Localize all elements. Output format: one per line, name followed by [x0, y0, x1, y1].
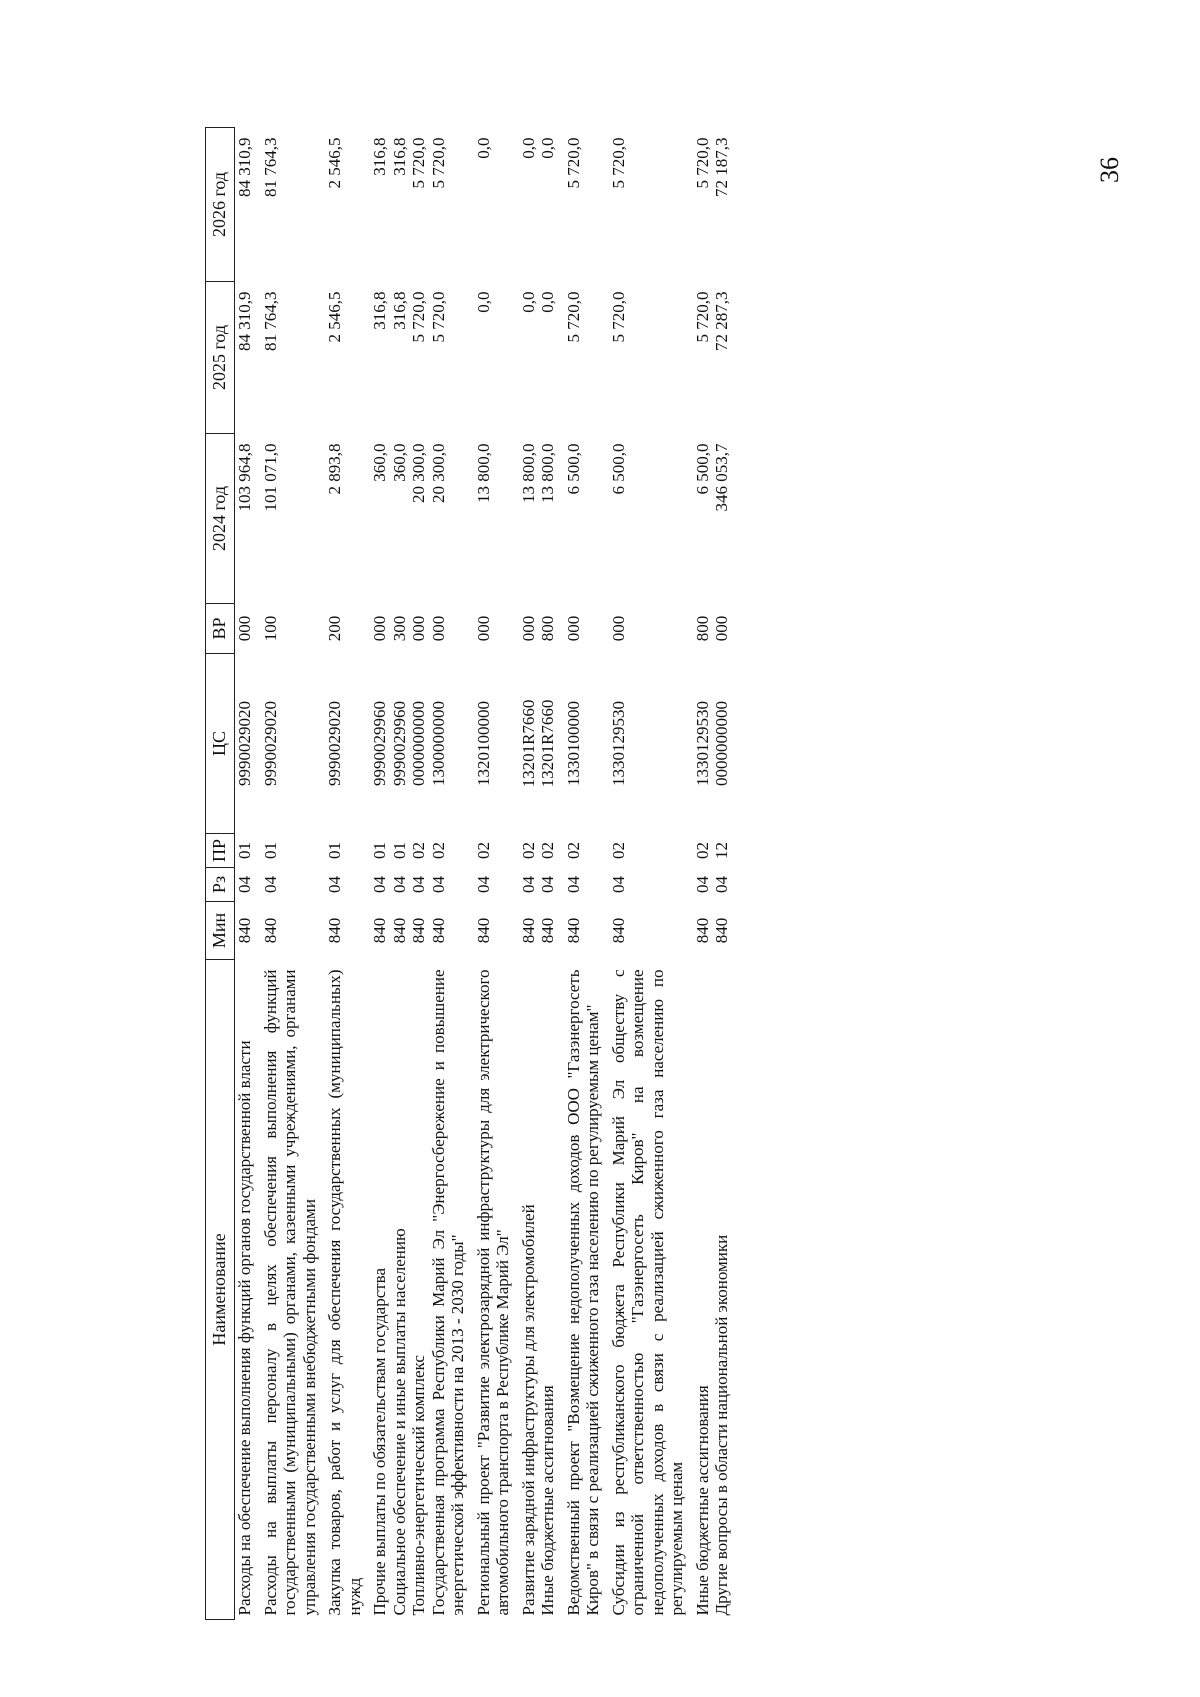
row-rz: 04 [409, 876, 428, 893]
row-vr: 300 [389, 615, 409, 642]
header-vr: ВР [206, 604, 235, 654]
table-row [370, 128, 390, 1620]
header-2025: 2025 год [206, 282, 235, 434]
table-row [409, 128, 429, 1620]
row-min: 840 [325, 917, 344, 944]
table-row [325, 128, 370, 1620]
row-2026: 2 546,5 [325, 137, 344, 189]
row-name: Топливно-энергетический комплекс [409, 1355, 428, 1616]
row-min: 840 [692, 917, 712, 944]
row-2024: 6 500,0 [692, 443, 712, 495]
row-2025: 5 720,0 [608, 291, 628, 343]
row-pr: 02 [692, 842, 712, 859]
row-pr: 02 [409, 842, 428, 859]
row-name: Закупка товаров, работ и услуг для обеспечения государственных (муниципальных) нужд [325, 969, 364, 1616]
header-2026: 2026 год [206, 128, 235, 282]
row-2024: 13 800,0 [538, 443, 557, 503]
row-vr: 000 [370, 615, 389, 642]
row-pr: 02 [473, 842, 493, 859]
row-2024: 6 500,0 [563, 443, 583, 495]
row-min: 840 [518, 917, 538, 944]
row-2024: 6 500,0 [608, 443, 628, 495]
table-header [206, 128, 235, 1620]
row-vr: 800 [692, 615, 712, 642]
row-rz: 04 [370, 876, 389, 893]
row-min: 840 [235, 917, 254, 944]
row-vr: 000 [608, 615, 628, 642]
row-pr: 01 [325, 842, 344, 859]
header-2024: 2024 год [206, 434, 235, 604]
row-rz: 04 [538, 876, 557, 893]
row-2025: 5 720,0 [692, 291, 712, 343]
table-row [519, 128, 539, 1620]
table-row [474, 128, 519, 1620]
row-2024: 13 800,0 [473, 443, 493, 503]
row-2026: 0,0 [538, 137, 557, 159]
row-cs: 0000000000 [712, 701, 731, 786]
row-rz: 04 [235, 876, 254, 893]
row-cs: 1320100000 [473, 701, 493, 786]
row-name: Прочие выплаты по обязательствам государства [370, 1267, 389, 1616]
row-2026: 316,8 [389, 137, 409, 176]
row-cs: 1330100000 [563, 701, 583, 786]
header-name: Наименование [206, 960, 235, 1620]
table-row [693, 128, 713, 1620]
table-row [564, 128, 609, 1620]
row-2025: 5 720,0 [428, 291, 448, 343]
row-cs: 9990029960 [389, 701, 409, 786]
row-rz: 04 [518, 876, 538, 893]
row-2025: 84 310,9 [235, 291, 254, 351]
row-2026: 5 720,0 [428, 137, 448, 189]
table-row [609, 128, 693, 1620]
row-rz: 04 [325, 876, 344, 893]
table-row [261, 128, 326, 1620]
row-name: Государственная программа Республики Марий Эл "Энергосбережение и повышение энергетической эффективности на 2013 - 2030 годы" [428, 969, 467, 1616]
row-min: 840 [712, 917, 731, 944]
row-name: Развитие зарядной инфраструктуры для электромобилей [518, 1204, 538, 1616]
page-number: 36 [1095, 157, 1124, 183]
budget-table [205, 127, 732, 1620]
row-min: 840 [260, 917, 280, 944]
row-2024: 20 300,0 [428, 443, 448, 503]
row-vr: 000 [563, 615, 583, 642]
row-2024: 13 800,0 [518, 443, 538, 503]
row-2024: 101 071,0 [260, 443, 280, 512]
row-name: Другие вопросы в области национальной экономики [712, 1234, 731, 1616]
row-2026: 5 720,0 [608, 137, 628, 189]
row-vr: 800 [538, 615, 557, 642]
row-2026: 5 720,0 [563, 137, 583, 189]
row-2025: 0,0 [518, 291, 538, 313]
row-rz: 04 [712, 876, 731, 893]
row-name: Субсидии из республиканского бюджета Республики Марий Эл обществу с ограниченной ответственностью "Газэнергосеть Киров" на возмещение недополученных доходов в связи с реализацией сжиженного газа населению по регулируемым ценам [608, 969, 686, 1616]
row-rz: 04 [563, 876, 583, 893]
row-2025: 81 764,3 [260, 291, 280, 351]
row-pr: 02 [608, 842, 628, 859]
row-2025: 5 720,0 [409, 291, 428, 343]
row-name: Расходы на обеспечение выполнения функций органов государственной власти [235, 1040, 254, 1616]
row-2025: 2 546,5 [325, 291, 344, 343]
row-2026: 0,0 [518, 137, 538, 159]
row-vr: 000 [473, 615, 493, 642]
table-body [235, 128, 732, 1620]
row-min: 840 [370, 917, 389, 944]
row-min: 840 [473, 917, 493, 944]
row-2024: 360,0 [370, 443, 389, 482]
row-2026: 81 764,3 [260, 137, 280, 197]
row-name: Социальное обеспечение и иные выплаты населению [389, 1228, 409, 1616]
row-cs: 1330129530 [608, 701, 628, 786]
row-cs: 13201R7660 [518, 699, 538, 788]
row-2026: 316,8 [370, 137, 389, 176]
row-name: Иные бюджетные ассигнования [692, 1385, 712, 1616]
table-row [712, 128, 732, 1620]
row-pr: 01 [370, 842, 389, 859]
row-cs: 0000000000 [409, 701, 428, 786]
row-2025: 0,0 [538, 291, 557, 313]
table-row [538, 128, 564, 1620]
row-rz: 04 [428, 876, 448, 893]
row-2024: 20 300,0 [409, 443, 428, 503]
row-2025: 5 720,0 [563, 291, 583, 343]
row-min: 840 [538, 917, 557, 944]
row-2026: 72 187,3 [712, 137, 731, 197]
header-min: Мин [206, 902, 235, 960]
row-2025: 0,0 [473, 291, 493, 313]
row-pr: 02 [428, 842, 448, 859]
row-pr: 01 [389, 842, 409, 859]
row-cs: 9990029020 [260, 701, 280, 786]
rotated-page-content [205, 128, 1200, 1620]
table-row [429, 128, 474, 1620]
row-2024: 360,0 [389, 443, 409, 482]
row-pr: 02 [518, 842, 538, 859]
row-name: Региональный проект "Развитие электрозарядной инфраструктуры для электрического автомобильного транспорта в Республике Марий Эл" [473, 969, 512, 1616]
row-name: Иные бюджетные ассигнования [538, 1385, 557, 1616]
row-min: 840 [428, 917, 448, 944]
row-pr: 01 [235, 842, 254, 859]
row-vr: 200 [325, 615, 344, 642]
table-row [390, 128, 410, 1620]
header-cs: ЦС [206, 654, 235, 834]
row-2024: 346 053,7 [712, 443, 731, 512]
row-cs: 9990029020 [235, 701, 254, 786]
row-rz: 04 [260, 876, 280, 893]
row-2026: 5 720,0 [409, 137, 428, 189]
row-2025: 316,8 [370, 291, 389, 330]
row-vr: 000 [428, 615, 448, 642]
table-row [235, 128, 261, 1620]
header-pr: ПР [206, 834, 235, 868]
row-pr: 02 [563, 842, 583, 859]
row-2024: 2 893,8 [325, 443, 344, 495]
row-pr: 02 [538, 842, 557, 859]
row-pr: 01 [260, 842, 280, 859]
row-min: 840 [608, 917, 628, 944]
row-min: 840 [389, 917, 409, 944]
row-vr: 000 [235, 615, 254, 642]
row-2025: 316,8 [389, 291, 409, 330]
row-rz: 04 [389, 876, 409, 893]
row-name: Расходы на выплаты персоналу в целях обеспечения выполнения функций государственными (муниципальными) органами, казенными учреждениями, органами управления государственными внебюджетными фондами [260, 969, 319, 1616]
row-2026: 5 720,0 [692, 137, 712, 189]
row-min: 840 [409, 917, 428, 944]
row-cs: 1330129530 [692, 701, 712, 786]
row-vr: 000 [518, 615, 538, 642]
row-min: 840 [563, 917, 583, 944]
row-cs: 1300000000 [428, 701, 448, 786]
row-cs: 9990029960 [370, 701, 389, 786]
row-vr: 000 [409, 615, 428, 642]
row-pr: 12 [712, 842, 731, 859]
row-vr: 000 [712, 615, 731, 642]
row-rz: 04 [473, 876, 493, 893]
row-name: Ведомственный проект "Возмещение недополученных доходов ООО "Газэнергосеть Киров" в связи с реализацией сжиженного газа населению по регулируемым ценам" [563, 969, 602, 1616]
row-rz: 04 [608, 876, 628, 893]
row-2026: 84 310,9 [235, 137, 254, 197]
row-rz: 04 [692, 876, 712, 893]
row-2024: 103 964,8 [235, 443, 254, 512]
row-2025: 72 287,3 [712, 291, 731, 351]
header-rz: Рз [206, 868, 235, 902]
row-cs: 9990029020 [325, 701, 344, 786]
row-vr: 100 [260, 615, 280, 642]
row-2026: 0,0 [473, 137, 493, 159]
row-cs: 13201R7660 [538, 699, 557, 788]
